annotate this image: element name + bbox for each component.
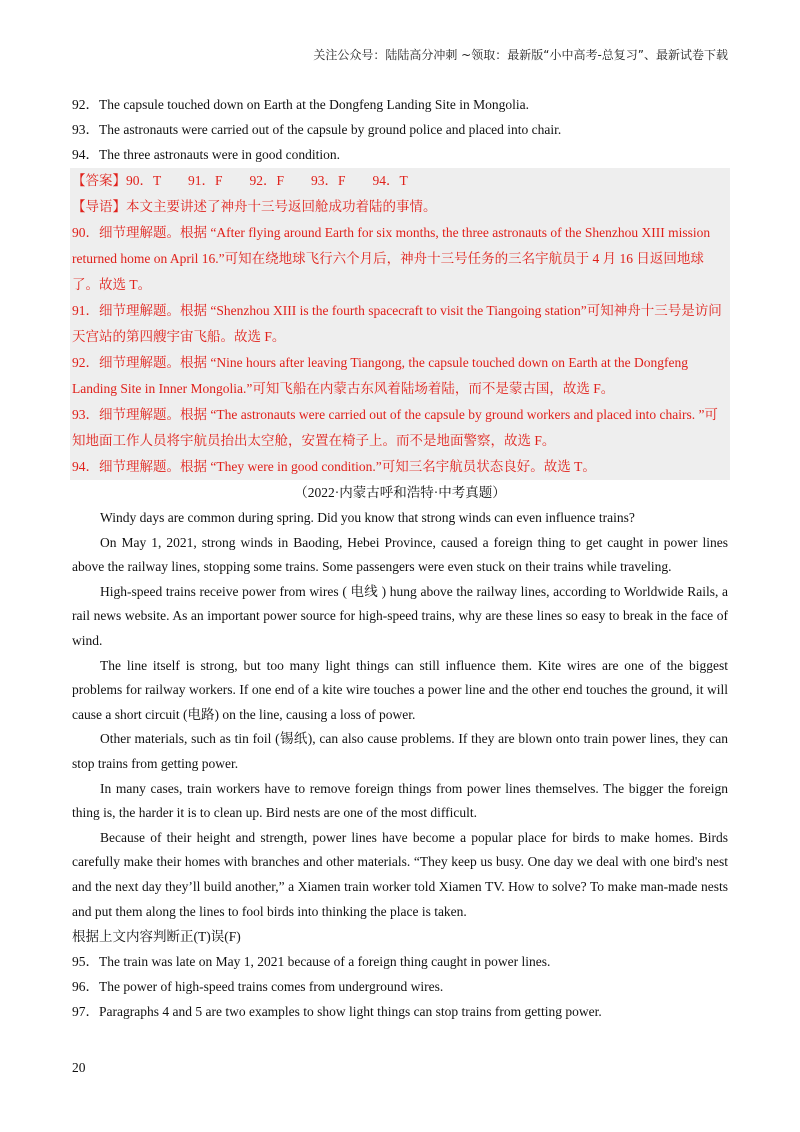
passage-paragraph: The line itself is strong, but too many light things can still influence them. Kite wires are one of the biggest problems for railway workers. If one end of a kite wire touches a power line and the other end touches the ground, it will cause a short circuit (电路) on the line, causing a loss of power. (72, 657, 728, 722)
question-96: 96．The power of high-speed trains comes from underground wires. (72, 979, 444, 995)
explanation-91: 91．细节理解题。根据 “Shenzhou XIII is the fourth spacecraft to visit the Tiangoing station”可知神舟十三号是访问天宫站的第四艘宇宙飞船。故选 F。 (72, 303, 722, 344)
passage-paragraph: Other materials, such as tin foil (锡纸), can also cause problems. If they are blown onto train power lines, they can stop trains from getting power. (72, 731, 728, 771)
question-92: 92．The capsule touched down on Earth at the Dongfeng Landing Site in Mongolia. (72, 97, 530, 112)
guide-line: 【导语】本文主要讲述了神舟十三号返回舱成功着陆的事情。 (72, 199, 437, 214)
explanation-90: 90．细节理解题。根据 “After flying around Earth for six months, the three astronauts of the Shenzhou XIII mission returned home on April 16.”可知在绕地球飞行六个月后，神舟十三号任务的三名宇航员于 4 月 16 日返回地球了。故选 T。 (72, 225, 711, 292)
question-95: 95．The train was late on May 1, 2021 because of a foreign thing caught in power lines. (72, 954, 551, 970)
passage-paragraph: In many cases, train workers have to remove foreign things from power lines themselves. The bigger the foreign thing is, the harder it is to clean up. Bird nests are one of the most difficult. (72, 780, 728, 821)
question-97: 97．Paragraphs 4 and 5 are two examples to show light things can stop trains from getting power. (72, 1004, 602, 1020)
question-94: 94．The three astronauts were in good condition. (72, 147, 341, 162)
instruction: 根据上文内容判断正(T)误(F) (72, 929, 241, 945)
page-number: 20 (72, 1060, 86, 1075)
explanation-92: 92．细节理解题。根据 “Nine hours after leaving Tiangong, the capsule touched down on Earth at the Dongfeng Landing Site in Inner Mongolia.”可知飞船在内蒙古东风着陆场着陆，而不是蒙古国，故选 F。 (72, 355, 689, 396)
explanation-94: 94．细节理解题。根据 “They were in good condition.”可知三名宇航员状态良好。故选 T。 (72, 459, 596, 474)
passage-paragraph: High-speed trains receive power from wires ( 电线 ) hung above the railway lines, according to Worldwide Rails, a rail news website. As an important power source for high-speed trains, why are these lines so easy to break in the face of wind. (72, 583, 728, 648)
passage-paragraph: Windy days are common during spring. Did you know that strong winds can even influence trains? (100, 510, 635, 525)
question-93: 93．The astronauts were carried out of the capsule by ground police and placed into chair. (72, 122, 562, 137)
passage-paragraph: Because of their height and strength, power lines have become a popular place for birds to make homes. Birds carefully make their homes with branches and other materials. “They keep us busy. One day we deal with one bird's nest and the next day they’ll build another,” a Xiamen train worker told Xiamen TV. How to solve? To make man-made nests and put them along the lines to fool birds into thinking the place is taken. (72, 829, 728, 919)
answer-explanation-box (70, 168, 730, 480)
page-header: 关注公众号：陆陆高分冲刺 ~领取：最新版“小中高考-总复习”、最新试卷下载 (313, 48, 728, 62)
passage-paragraph: On May 1, 2021, strong winds in Baoding, Hebei Province, caused a foreign thing to get caught in power lines above the railway lines, stopping some trains. Some passengers were even stuck on their trains while traveling. (72, 534, 728, 575)
answer-line: 【答案】90．T 91．F 92．F 93．F 94．T (72, 173, 408, 188)
explanation-93: 93．细节理解题。根据 “The astronauts were carried out of the capsule by ground workers and placed into chairs. ”可知地面工作人员将宇航员抬出太空舱，安置在椅子上。而不是地面警察，故选 F。 (72, 407, 718, 448)
document-body (72, 92, 728, 1024)
exam-source: （2022·内蒙古呼和浩特·中考真题） (294, 485, 506, 500)
